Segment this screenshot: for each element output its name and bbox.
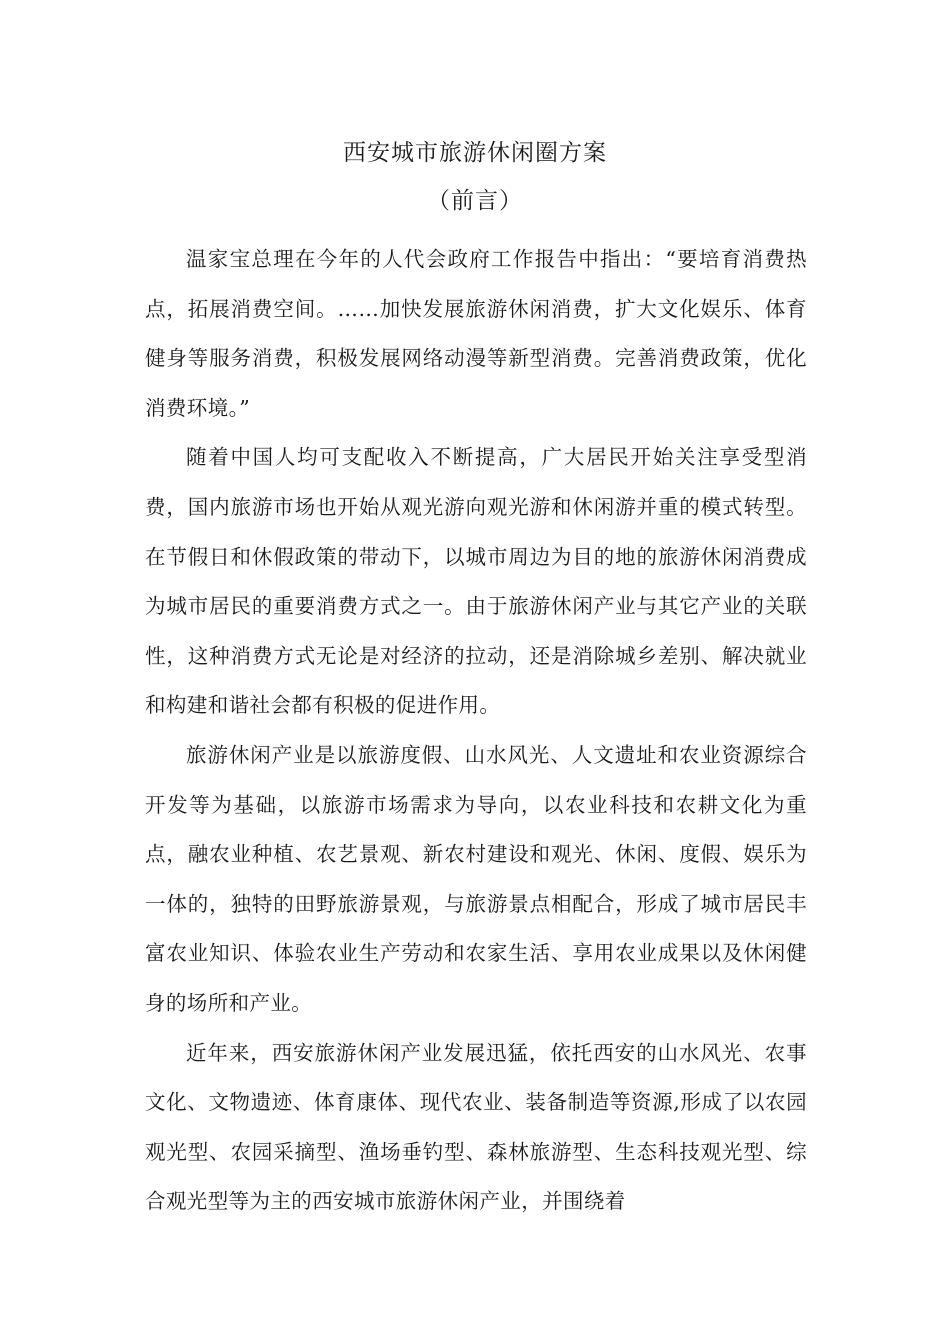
paragraph: 随着中国人均可支配收入不断提高，广大居民开始关注享受型消费，国内旅游市场也开始从观光游向观光游和休闲游并重的模式转型。在节假日和休假政策的带动下，以城市周边为目的地的旅游休闲消费成为城市居民的重要消费方式之一。由于旅游休闲产业与其它产业的关联性，这种消费方式无论是对经济的拉动，还是消除城乡差别、解决就业和构建和谐社会都有积极的促进作用。: [145, 445, 807, 718]
paragraph: 温家宝总理在今年的人代会政府工作报告中指出：“要培育消费热点，拓展消费空间。……加快发展旅游休闲消费，扩大文化娱乐、体育健身等服务消费，积极发展网络动漫等新型消费。完善消费政策，优化消费环境。”: [145, 247, 807, 420]
document-subtitle: （前言）: [427, 188, 523, 214]
paragraph: 旅游休闲产业是以旅游度假、山水风光、人文遗址和农业资源综合开发等为基础，以旅游市场需求为导向，以农业科技和农耕文化为重点，融农业种植、农艺景观、新农村建设和观光、休闲、度假、娱乐为一体的，独特的田野旅游景观，与旅游景点相配合，形成了城市居民丰富农业知识、体验农业生产劳动和农家生活、享用农业成果以及休闲健身的场所和产业。: [145, 742, 807, 1015]
document-title: 西安城市旅游休闲圈方案: [343, 140, 607, 166]
document-body: [145, 235, 807, 1227]
paragraph: 近年来，西安旅游休闲产业发展迅猛，依托西安的山水风光、农事文化、文物遗迹、体育康体、现代农业、装备制造等资源,形成了以农园观光型、农园采摘型、渔场垂钓型、森林旅游型、生态科技观光型、综合观光型等为主的西安城市旅游休闲产业，并围绕着: [145, 1040, 807, 1214]
